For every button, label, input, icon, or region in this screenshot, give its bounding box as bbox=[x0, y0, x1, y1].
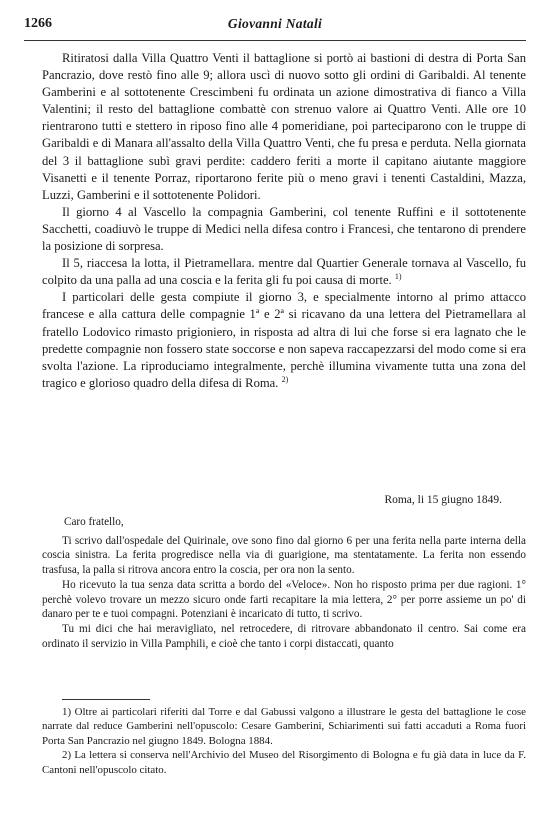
letter-paragraph: Tu mi dici che hai meravigliato, nel retrocedere, di ritrovare abbandonato il centro. Sai come era ordinato il servizio in Villa Pamphili, e cioè che tanto i corpi distaccati, quanto bbox=[42, 622, 526, 650]
paragraph-text: Il 5, riaccesa la lotta, il Pietramellara. mentre dal Quartier Generale tornava al Vascello, fu colpito da una palla ad una coscia e la ferita gli fu poi causa di morte. bbox=[42, 256, 526, 288]
footnote: 2) La lettera si conserva nell'Archivio del Museo del Risorgimento di Bologna e fu già data in luce da F. Cantoni nell'opuscolo citato. bbox=[42, 749, 526, 776]
letter-paragraph: Ti scrivo dall'ospedale del Quirinale, ove sono fino dal giorno 6 per una ferita nella parte interna della coscia sinistra. La ferita progredisce nella via di guarigione, ma stentatamente. La ferita non essendo trasfusa, la palla si ritrova ancora entro la coscia, per ora non la sento. bbox=[42, 534, 526, 577]
footnote: 1) Oltre ai particolari riferiti dal Torre e dal Gabussi valgono a illustrare le gesta del battaglione le cose narrate dal reduce Gamberini nell'opuscolo: Cesare Gamberini, Schiarimenti sui fatti accaduti a Roma fuori Porta San Pancrazio nel giugno 1849. Bologna 1884. bbox=[42, 706, 526, 747]
paragraph bbox=[42, 289, 526, 392]
paragraph: Ritiratosi dalla Villa Quattro Venti il battaglione si portò ai bastioni di destra di Porta San Pancrazio, dove restò fino alle 9; allora uscì di nuovo sotto gli ordini di Garibaldi. Al tenente Gamberini e al sottotenente Crescimbeni fu ordinata un azione dimostrativa di fianco a Villa Valentini; il resto del battaglione combattè con strenuo valore ai Quattro Venti. Alle ore 10 rientrarono tutti e stettero in riposo fino alle 4 pomeridiane, poi parteciparono con le truppe di Garibaldi e di Manara all'assalto della Villa Quattro Venti, che fu presa e perduta. Nella giornata del 3 il battaglione subì gravi perdite: caddero feriti a morte il capitano aiutante maggiore Visanetti e il tenente Porraz, riportarono ferite più o meno gravi i tenenti Castaldini, Mazza, Luzzi, Gamberini e il sottotenente Polidori. bbox=[42, 51, 526, 202]
paragraph-text: I particolari delle gesta compiute il giorno 3, e specialmente intorno al primo attacco francese e alla cattura delle compagnie 1ª e 2ª si ricavano da una lettera del Pietramellara al fratello Lodovico rimasto prigioniero, in risposta ad altra di lui che forse si era lagnato che le predette compagnie non fossero state soccorse e non sapeva raccapezzarsi del modo come si era svolta l'azione. La riproduciamo integralmente, perchè illumina vivamente tutta una zona del tragico e glorioso quadro della difesa di Roma. bbox=[42, 290, 526, 390]
footnotes bbox=[42, 705, 526, 777]
footnote-ref: 1) bbox=[394, 272, 402, 282]
paragraph bbox=[42, 255, 526, 289]
main-text bbox=[42, 50, 526, 392]
header-rule bbox=[24, 40, 526, 41]
page-number: 1266 bbox=[24, 16, 52, 31]
letter-place-date: Roma, li 15 giugno 1849. bbox=[384, 494, 502, 506]
running-title: Giovanni Natali bbox=[227, 16, 323, 31]
footnote-rule bbox=[62, 699, 150, 700]
letter-text bbox=[42, 515, 526, 651]
letter-salutation: Caro fratello, bbox=[64, 516, 124, 528]
paragraph: Il giorno 4 al Vascello la compagnia Gamberini, col tenente Ruffini e il sottotenente Sacchetti, coadiuvò le truppe di Medici nella difesa contro i Francesi, che tentarono di prendere la posizione di sorpresa. bbox=[42, 204, 526, 254]
footnote-ref: 2) bbox=[281, 374, 289, 384]
letter-paragraph: Ho ricevuto la tua senza data scritta a bordo del «Veloce». Non ho risposto prima per due ragioni. 1° perchè volevo trovare un mezzo sicuro onde farti recapitare la mia lettera, 2° per porre assieme un po' di danaro per te e tuoi compagni. Potenziani è incaricato di tutto, ti scrivo. bbox=[42, 578, 526, 621]
page-header bbox=[24, 16, 526, 38]
